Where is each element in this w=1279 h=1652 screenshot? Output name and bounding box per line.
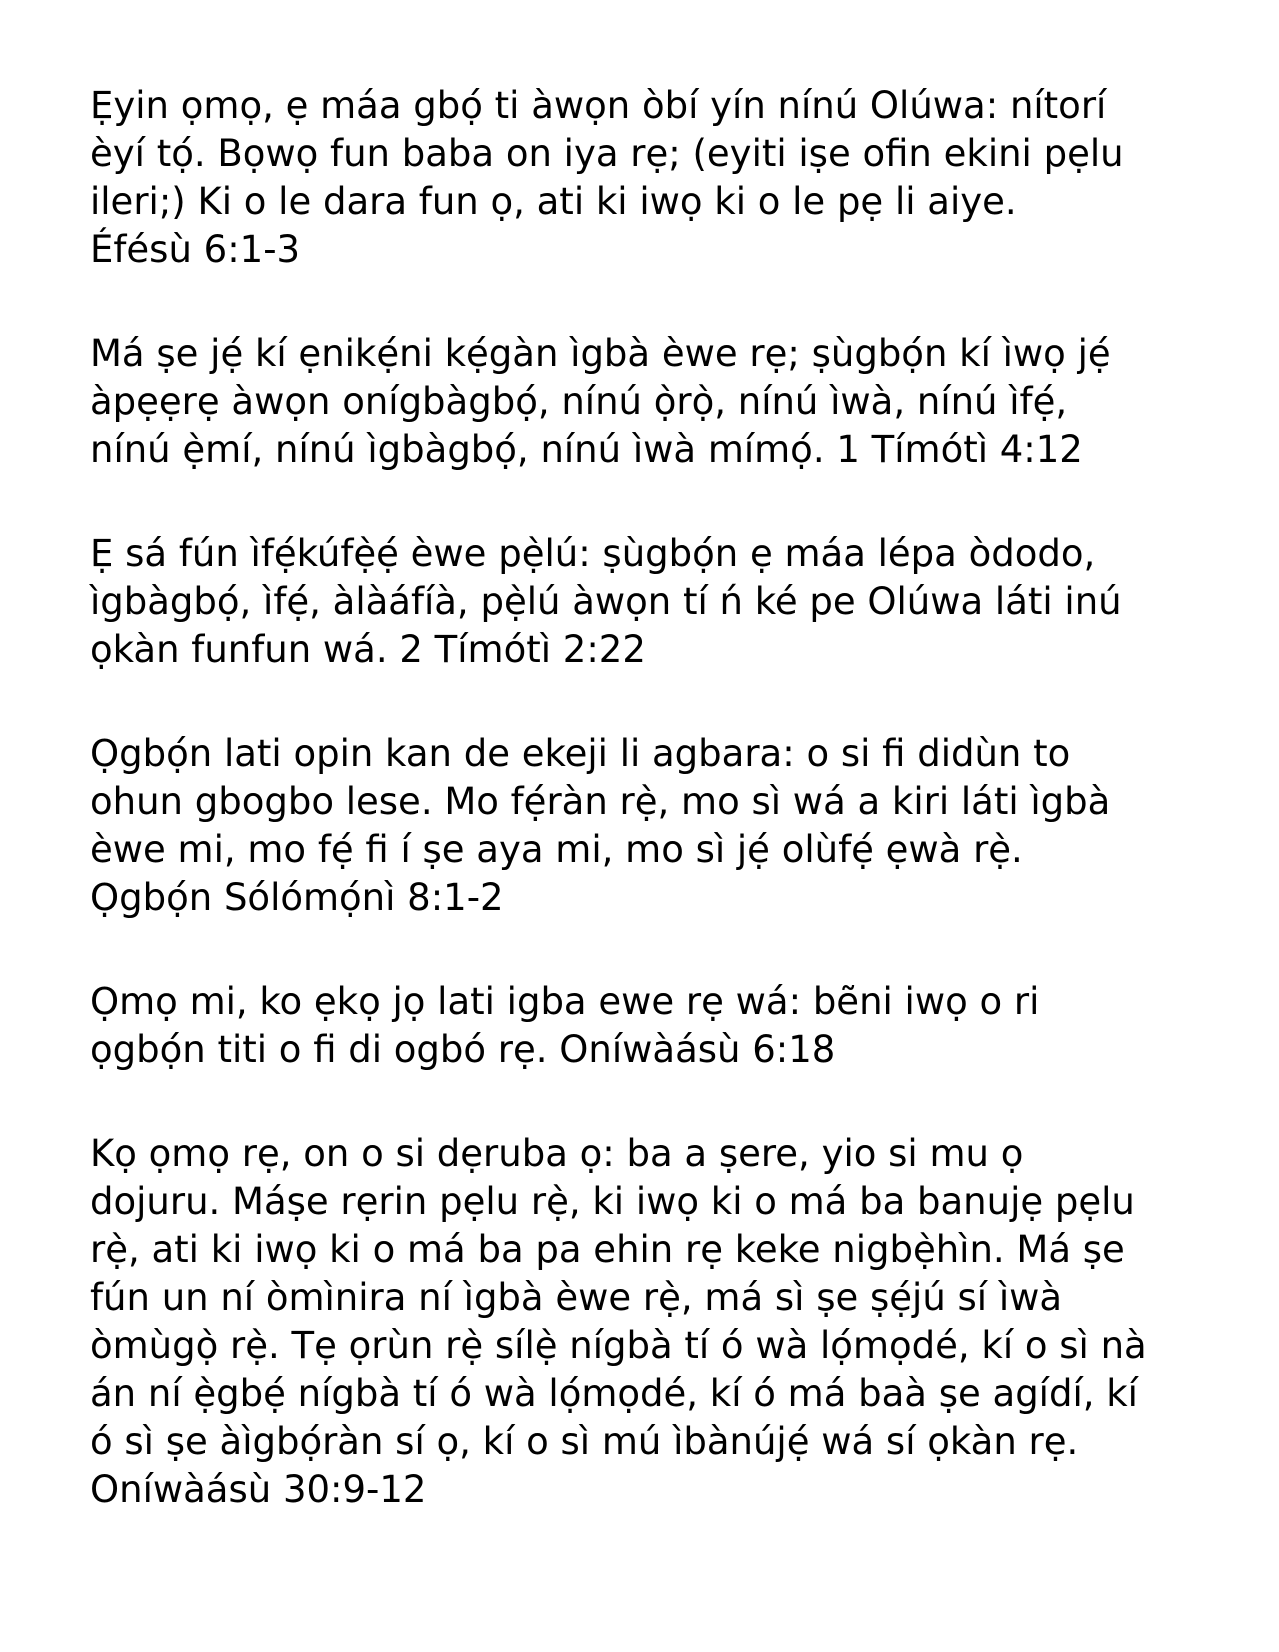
verse-reference: Ọgbọ́n Sólómọ́nì 8:1-2	[90, 876, 504, 919]
passage-ecclesiasticus-6	[90, 978, 1200, 1074]
text-line: fún un ní òmìnira ní ìgbà èwe rẹ̀, má sì ṣe ṣẹ́jú sí ìwà	[90, 1276, 1063, 1319]
text-line: rẹ̀, ati ki iwọ ki o má ba pa ehin rẹ keke nigbẹ̀hìn. Má ṣe	[90, 1228, 1125, 1271]
text-line: ó sì ṣe àìgbọ́ràn sí ọ, kí o sì mú ìbànújẹ́ wá sí ọkàn rẹ.	[90, 1420, 1079, 1463]
passage-ecclesiasticus-30	[90, 1130, 1200, 1514]
text-line: ọgbọ́n titi o fi di ogbó rẹ. Oníwàásù 6:18	[90, 1028, 836, 1071]
text-line: ileri;) Ki o le dara fun ọ, ati ki iwọ ki o le pẹ li aiye.	[90, 180, 1017, 223]
text-line: àpẹẹrẹ àwọn onígbàgbọ́, nínú ọ̀rọ̀, nínú ìwà, nínú ìfẹ́,	[90, 380, 1068, 423]
text-line: ìgbàgbọ́, ìfẹ́, àlàáfíà, pẹ̀lú àwọn tí ń ké pe Olúwa láti inú	[90, 580, 1122, 623]
passage-1-timothy	[90, 330, 1200, 474]
verse-reference: Oníwàásù 30:9-12	[90, 1468, 427, 1511]
verse-reference: Éfésù 6:1-3	[90, 228, 301, 271]
text-line: èwe mi, mo fẹ́ fi í ṣe aya mi, mo sì jẹ́ olùfẹ́ ẹwà rẹ̀.	[90, 828, 1023, 871]
text-line: èyí tọ́. Bọwọ fun baba on iya rẹ; (eyiti iṣe ofin ekini pẹlu	[90, 132, 1124, 175]
text-line: án ní ẹ̀gbẹ́ nígbà tí ó wà lọ́mọdé, kí ó má baà ṣe agídí, kí	[90, 1372, 1138, 1415]
text-line: ọkàn funfun wá. 2 Tímótì 2:22	[90, 628, 646, 671]
text-line: Má ṣe jẹ́ kí ẹnikẹ́ni kẹ́gàn ìgbà èwe rẹ; ṣùgbọ́n kí ìwọ jẹ́	[90, 332, 1111, 375]
text-line: nínú ẹ̀mí, nínú ìgbàgbọ́, nínú ìwà mímọ́. 1 Tímótì 4:12	[90, 428, 1083, 471]
text-line: Ọmọ mi, ko ẹkọ jọ lati igba ewe rẹ wá: bẽni iwọ o ri	[90, 980, 1040, 1023]
text-line: ohun gbogbo lese. Mo fẹ́ràn rẹ̀, mo sì wá a kiri láti ìgbà	[90, 780, 1111, 823]
passage-ephesians	[90, 82, 1200, 274]
text-line: òmùgọ̀ rẹ̀. Tẹ ọrùn rẹ̀ sílẹ̀ nígbà tí ó wà lọ́mọdé, kí o sì nà	[90, 1324, 1147, 1367]
passage-2-timothy	[90, 530, 1200, 674]
document-page	[90, 82, 1200, 1570]
text-line: dojuru. Máṣe rẹrin pẹlu rẹ̀, ki iwọ ki o má ba banujẹ pẹlu	[90, 1180, 1135, 1223]
text-line: Ẹyin ọmọ, ẹ máa gbọ́ ti àwọn òbí yín nínú Olúwa: nítorí	[90, 84, 1107, 127]
passage-wisdom-of-solomon	[90, 730, 1200, 922]
text-line: Ẹ sá fún ìfẹ́kúfẹ̀ẹ́ èwe pẹ̀lú: ṣùgbọ́n ẹ máa lépa òdodo,	[90, 532, 1096, 575]
text-line: Ọgbọ́n lati opin kan de ekeji li agbara: o si fi didùn to	[90, 732, 1071, 775]
text-line: Kọ ọmọ rẹ, on o si dẹruba ọ: ba a ṣere, yio si mu ọ	[90, 1132, 1024, 1175]
